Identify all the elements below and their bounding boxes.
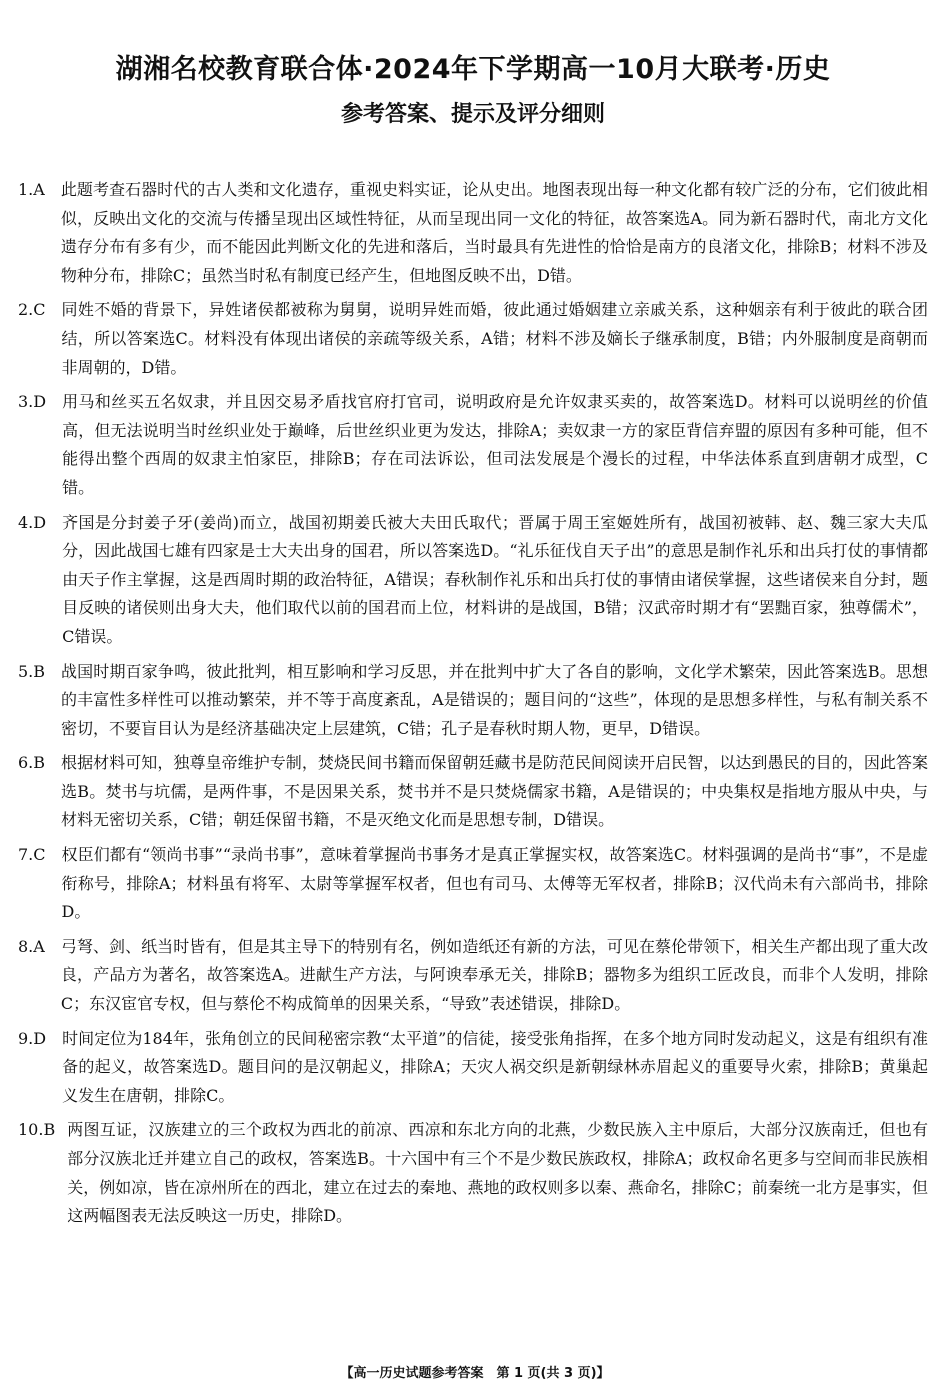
answer-number: 3.D [18, 392, 47, 412]
answer-item-5 [18, 658, 928, 744]
answer-number: 6.B [18, 753, 46, 773]
answer-number: 9.D [18, 1028, 47, 1048]
answer-item-6 [18, 749, 928, 835]
answer-item-8 [18, 933, 928, 1019]
answer-number: 1.A [18, 180, 45, 199]
answer-number: 8.A [18, 936, 45, 956]
document-title: 湖湘名校教育联合体·2024年下学期高一10月大联考·历史 [115, 54, 831, 85]
answer-number: 4.D [18, 512, 47, 532]
answer-explanation: 用马和丝买五名奴隶，并且因交易矛盾找官府打官司，说明政府是允许奴隶买卖的，故答案选D。材料可以说明丝的价值高，但无法说明当时丝织业处于巅峰，后世丝织业更为发达，排除A；卖奴隶一方的家臣背信弃盟的原因有多种可能，但不能得出整个西周的奴隶主怕家臣，排除B；存在司法诉讼，但司法发展是个漫长的过程，中华法体系直到唐朝才成型，C错。 [62, 392, 928, 497]
answer-item-10 [18, 1116, 928, 1230]
answer-number: 5.B [18, 661, 46, 681]
answer-item-1 [18, 176, 928, 290]
answer-explanation: 此题考查石器时代的古人类和文化遗存，重视史料实证，论从史出。地图表现出每一种文化都有较广泛的分布，它们彼此相似，反映出文化的交流与传播呈现出区域性特征，从而呈现出同一文化的特征，故答案选A。同为新石器时代，南北方文化遗存分布有多有少，而不能因此判断文化的先进和落后，当时最具有先进性的恰恰是南方的良渚文化，排除B；材料不涉及物种分布，排除C；虽然当时私有制度已经产生，但地图反映不出，D错。 [60, 180, 928, 285]
document-subtitle: 参考答案、提示及评分细则 [340, 102, 605, 127]
answer-explanation: 权臣们都有“领尚书事”“录尚书事”，意味着掌握尚书事务才是真正掌握实权，故答案选C。材料强调的是尚书“事”，不是虚衔称号，排除A；材料虽有将军、太尉等掌握军权者，但也有司马、太傅等无军权者，排除B；汉代尚未有六部尚书，排除D。 [61, 845, 928, 922]
answer-explanation: 时间定位为184年，张角创立的民间秘密宗教“太平道”的信徒，接受张角指挥，在多个地方同时发动起义，这是有组织有准备的起义，故答案选D。题目问的是汉朝起义，排除A；天灾人祸交织是新朝绿林赤眉起义的重要导火索，排除B；黄巢起义发生在唐朝，排除C。 [62, 1028, 928, 1105]
page-footer: 【高一历史试题参考答案 第 1 页(共 3 页)】 [340, 1366, 610, 1381]
answer-item-7 [18, 841, 928, 927]
answer-number: 2.C [18, 300, 46, 320]
answer-explanation: 齐国是分封姜子牙(姜尚)而立，战国初期姜氏被大夫田氏取代；晋属于周王室姬姓所有，战国初被韩、赵、魏三家大夫瓜分，因此战国七雄有四家是士大夫出身的国君，所以答案选D。“礼乐征伐自天子出”的意思是制作礼乐和出兵打仗的事情都由天子作主掌握，这是西周时期的政治特征，A错误；春秋制作礼乐和出兵打仗的事情由诸侯掌握，这些诸侯来自分封，题目反映的诸侯则出身大夫，他们取代以前的国君而上位，材料讲的是战国，B错；汉武帝时期才有“罢黜百家，独尊儒术”，C错误。 [62, 512, 928, 646]
answer-explanation: 同姓不婚的背景下，异姓诸侯都被称为舅舅，说明异姓而婚，彼此通过婚姻建立亲戚关系，这种姻亲有利于彼此的联合团结，所以答案选C。材料没有体现出诸侯的亲疏等级关系，A错；材料不涉及嫡长子继承制度，B错；内外服制度是商朝而非周朝的，D错。 [61, 300, 928, 377]
answer-explanation: 根据材料可知，独尊皇帝维护专制，焚烧民间书籍而保留朝廷藏书是防范民间阅读开启民智，以达到愚民的目的，因此答案选B。焚书与坑儒，是两件事，不是因果关系，焚书并不是只焚烧儒家书籍，A是错误的；中央集权是指地方服从中央，与材料无密切关系，C错；朝廷保留书籍，不是灭绝文化而是思想专制，D错误。 [61, 753, 928, 830]
answer-item-9 [18, 1025, 928, 1111]
answer-number: 7.C [18, 845, 46, 865]
answer-list [18, 176, 928, 1231]
answer-explanation: 弓弩、剑、纸当时皆有，但是其主导下的特别有名，例如造纸还有新的方法，可见在蔡伦带领下，相关生产都出现了重大改良，产品方为著名，故答案选A。进献生产方法，与阿谀奉承无关，排除B；器物多为组织工匠改良，而非个人发明，排除C；东汉宦官专权，但与蔡伦不构成简单的因果关系，“导致”表述错误，排除D。 [60, 936, 928, 1014]
answer-explanation: 两图互证，汉族建立的三个政权为西北的前凉、西凉和东北方向的北燕，少数民族入主中原后，大部分汉族南迁，但也有部分汉族北迁并建立自己的政权，答案选B。十六国中有三个不是少数民族政权，排除A；政权命名更多与空间而非民族相关，例如凉，皆在凉州所在的西北，建立在过去的秦地、燕地的政权则多以秦、燕命名，排除C；前秦统一北方是事实，但这两幅图表无法反映这一历史，排除D。 [67, 1120, 928, 1226]
answer-explanation: 战国时期百家争鸣，彼此批判，相互影响和学习反思，并在批判中扩大了各自的影响，文化学术繁荣，因此答案选B。思想的丰富性多样性可以推动繁荣，并不等于高度紊乱，A是错误的；题目问的“这些”，体现的是思想多样性，与私有制关系不密切，不要盲目认为是经济基础决定上层建筑，C错；孔子是春秋时期人物，更早，D错误。 [61, 661, 928, 738]
answer-item-4 [18, 509, 928, 652]
answer-number: 10.B [18, 1120, 56, 1140]
answer-item-3 [18, 388, 928, 502]
answer-item-2 [18, 296, 928, 382]
